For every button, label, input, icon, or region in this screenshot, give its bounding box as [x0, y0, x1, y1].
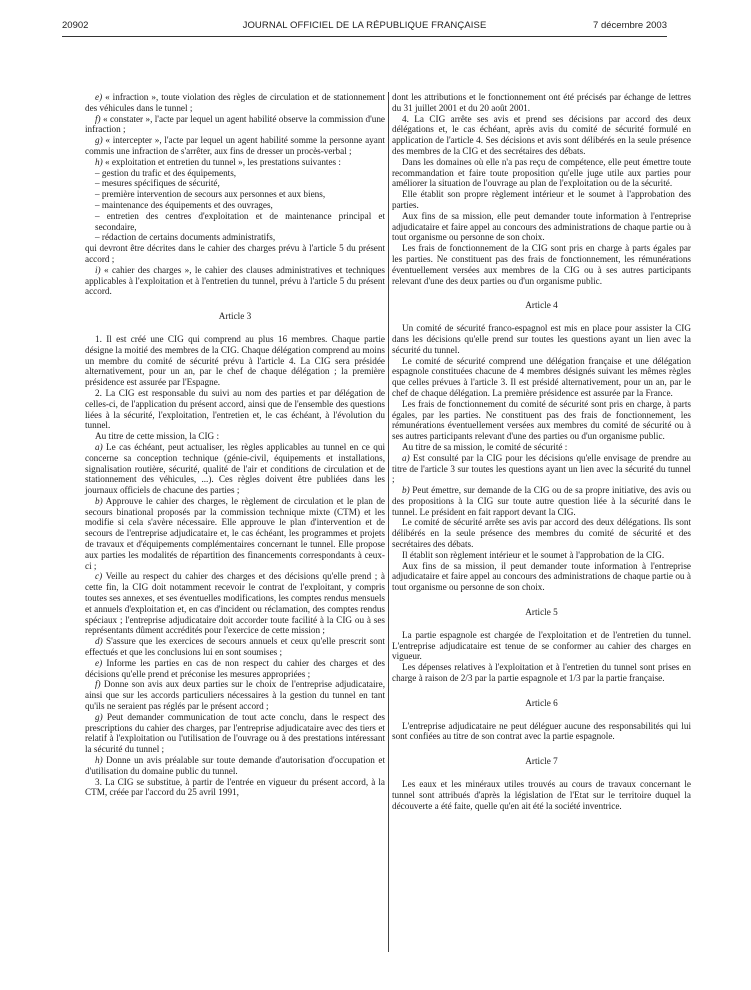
article-4-item-b: b) Peut émettre, sur demande de la CIG ou de sa propre initiative, des avis ou des propositions à la CIG sur toute autre question liée à la sécurité dans le tunnel. Le président en fait rapport devant la CIG. — [392, 485, 691, 517]
article-4-para-7: Aux fins de sa mission, il peut demander toute information à l'entreprise adjudicataire et faire appel au concours des administrations de chaque partie ou à tout organisme ou personne de son choix. — [392, 560, 691, 593]
list-item: – rédaction de certains documents administratifs, — [85, 232, 385, 243]
journal-title: JOURNAL OFFICIEL DE LA RÉPUBLIQUE FRANÇAISE — [242, 20, 487, 31]
article-3-para-9: Les frais de fonctionnement de la CIG sont pris en charge à parts égales par les parties. Ne constituent pas des frais de fonctionnement, les rémunérations éventuellement versées aux membres de la CIG ou à ses autres participants relevant d'une des deux parties ou d'un organisme public. — [392, 243, 691, 286]
article-3-item-c: c) Veille au respect du cahier des charges et des décisions qu'elle prend ; à cette fin, la CIG doit notamment recevoir le contrat de l'exploitant, y compris toutes ses annexes, et ses éventuelles modifications, les comptes rendus mensuels et annuels d'exploitation et, en cas d'incident ou réclamation, des comptes rendus spéciaux ; l'entreprise adjudicataire doit accorder toute facilité à la CIG ou à ses représentants dûment accrédités pour l'exercice de cette mission ; — [85, 571, 385, 636]
article-3-para-7: Elle établit son propre règlement intérieur et le soumet à l'approbation des parties. — [392, 189, 691, 210]
list-item: – gestion du trafic et des équipements, — [85, 168, 385, 179]
article-6-para-1: L'entreprise adjudicataire ne peut déléguer aucune des responsabilités qui lui sont confiées au titre de son contrat avec la partie espagnole. — [392, 720, 691, 742]
definition-h: h) « exploitation et entretien du tunnel », les prestations suivantes : — [95, 156, 341, 167]
article-5-para-2: Les dépenses relatives à l'exploitation et à l'entretien du tunnel sont prises en charge à raison de 2/3 par la partie espagnole et 1/3 par la partie française. — [392, 662, 691, 684]
list-item: – première intervention de secours aux personnes et aux biens, — [85, 189, 385, 200]
article-6-title: Article 6 — [525, 697, 558, 708]
article-3-para-3: Au titre de cette mission, la CIG : — [95, 431, 220, 442]
article-3-item-b: b) Approuve le cahier des charges, le règlement de circulation et le plan de secours binational proposés par la commission technique mixte (CTM) et les modifie si cela s'avère nécessaire. Elle approuve le plan d'intervention et de secours de l'entreprise adjudicataire et, le cas échéant, les programmes et projets de travaux et d'équipements complémentaires concernant le tunnel. Elle propose aux parties les modalités de répartition des financements correspondants à ceux-ci ; — [85, 495, 385, 571]
page-number: 20902 — [62, 20, 89, 31]
article-3-para-6: Dans les domaines où elle n'a pas reçu de compétence, elle peut émettre toute recommandation et faire toute proposition qu'elle juge utile aux parties pour améliorer la situation de l'ouvrage au plan de l'exploitation ou de la sécurité. — [392, 156, 691, 189]
article-3-para-1: 1. Il est créé une CIG qui comprend au plus 16 membres. Chaque partie désigne la moitié des membres de la CIG. Chaque délégation comprend au moins un membre du comité de sécurité prévu à l'article 4. La CIG sera présidée alternativement, pour un an, par le chef de chaque délégation ; la première présidence est assurée par l'Espagne. — [85, 333, 385, 388]
definition-e: e) « infraction », toute violation des règles de circulation et de stationnement des véhicules dans le tunnel ; — [85, 92, 385, 113]
article-3-item-a: a) Le cas échéant, peut actualiser, les règles applicables au tunnel en ce qui concerne sa conception technique (génie-civil, équipements et installations, signalisation routière, sécurité, qualité de l'air et conditions de circulation et de stationnement des véhicules, ...). Ces règles doivent être publiées dans les journaux officiels de chacune des parties ; — [85, 441, 385, 496]
article-4-para-4: Au titre de sa mission, le comité de sécurité : — [402, 441, 568, 452]
column-divider — [388, 92, 389, 952]
page-header — [62, 20, 667, 36]
article-4-para-1: Un comité de sécurité franco-espagnol est mis en place pour assister la CIG dans les décisions qu'elle prend sur toutes les questions ayant un lien avec la sécurité du tunnel. — [392, 323, 691, 355]
article-3-title: Article 3 — [218, 311, 252, 322]
article-5-title: Article 5 — [525, 607, 558, 618]
article-4-title: Article 4 — [525, 300, 558, 311]
article-3-para-5: 4. La CIG arrête ses avis et prend ses décisions par accord des deux délégations et, le cas échéant, après avis du comité de sécurité formulé en application de l'article 4. Ses décisions et avis sont délibérés en la seule présence des membres de la CIG et des secrétaires des débats. — [392, 113, 691, 156]
article-3-item-e: e) Informe les parties en cas de non respect du cahier des charges et des décisions qu'elle prend et préconise les mesures appropriées ; — [85, 657, 385, 679]
list-item: – maintenance des équipements et des ouvrages, — [85, 200, 385, 211]
list-item: – entretien des centres d'exploitation et de maintenance principal et secondaire, — [85, 211, 385, 233]
article-4-para-2: Le comité de sécurité comprend une délégation française et une délégation espagnole constituées chacune de 4 membres désignés suivant les mêmes règles que celles prévues à l'article 3. Il est présidé alternativement, pour un an, par le chef de chaque délégation. La première présidence est assurée par la France. — [392, 355, 691, 398]
article-5-para-1: La partie espagnole est chargée de l'exploitation et de l'entretien du tunnel. L'entreprise adjudicataire est tenue de se conformer au cahier des charges en vigueur. — [392, 629, 691, 662]
definition-h-end: qui devront être décrites dans le cahier des charges prévu à l'article 5 du présent accord ; — [85, 243, 385, 264]
article-7-para-1: Les eaux et les minéraux utiles trouvés au cours de travaux concernant le tunnel sont attribués d'après la législation de l'Etat sur le territoire duquel la découverte a été faite, quelle qu'en ait été la société inventrice. — [392, 779, 691, 811]
definition-g: g) « intercepter », l'acte par lequel un agent habilité somme la personne ayant commis une infraction de s'arrêter, aux fins de dresser un procès-verbal ; — [85, 135, 385, 156]
article-4-para-5: Le comité de sécurité arrête ses avis par accord des deux délégations. Ils sont délibérés en la seule présence des membres du comité de sécurité et des secrétaires des débats. — [392, 517, 691, 550]
article-3-item-h: h) Donne un avis préalable sur toute demande d'autorisation d'occupation et d'utilisation du domaine public du tunnel. — [85, 755, 385, 776]
article-3-para-2: 2. La CIG est responsable du suivi au nom des parties et par délégation de celles-ci, de l'application du présent accord, ainsi que de l'ensemble des questions liées à la sécurité, l'exploitation, l'entretien et, le cas échéant, à l'évolution du tunnel. — [85, 387, 385, 431]
article-4-item-a: a) Est consulté par la CIG pour les décisions qu'elle envisage de prendre au titre de l'article 3 sur toutes les questions ayant un lien avec la sécurité du tunnel ; — [392, 452, 691, 485]
article-3-item-f: f) Donne son avis aux deux parties sur le choix de l'entreprise adjudicataire, ainsi que sur les accords particuliers nécessaires à la gestion du tunnel en tant qu'ils ne seraient pas réglés par le présent accord ; — [85, 679, 385, 712]
list-item: – mesures spécifiques de sécurité, — [85, 178, 385, 189]
left-column — [85, 92, 385, 798]
article-4-para-6: Il établit son règlement intérieur et le soumet à l'approbation de la CIG. — [402, 549, 665, 560]
article-3-para-4: 3. La CIG se substitue, à partir de l'entrée en vigueur du présent accord, à la CTM, créée par l'accord du 25 avril 1991, — [85, 776, 385, 798]
article-3-item-g: g) Peut demander communication de tout acte conclu, dans le respect des prescriptions du cahier des charges, par l'entreprise adjudicataire avec des tiers et relatif à l'exploitation ou l'utilisation de l'ouvrage ou à des prestations intéressant la sécurité du tunnel ; — [85, 711, 385, 755]
services-list — [85, 168, 385, 244]
article-3-continuation: dont les attributions et le fonctionnement ont été précisés par échange de lettres du 31 juillet 2001 et du 20 août 2001. — [392, 92, 691, 113]
article-4-para-3: Les frais de fonctionnement du comité de sécurité sont pris en charge, à parts égales, par les parties. Ne constituent pas des frais de fonctionnement, les rémunérations éventuellement versées aux membres du comité de sécurité ou à ses autres participants relevant d'une des parties ou d'un organisme public. — [392, 398, 691, 442]
article-7-title: Article 7 — [525, 756, 558, 767]
header-rule — [62, 36, 667, 37]
article-3-para-8: Aux fins de sa mission, elle peut demander toute information à l'entreprise adjudicataire et faire appel au concours des administrations de chaque partie ou à tout organisme ou personne de son choix. — [392, 210, 691, 243]
article-3-item-d: d) S'assure que les exercices de secours annuels et ceux qu'elle prescrit sont effectués et que les conclusions lui en sont soumises ; — [85, 636, 385, 658]
definition-f: f) « constater », l'acte par lequel un agent habilité observe la commission d'une infraction ; — [85, 113, 385, 135]
publication-date: 7 décembre 2003 — [593, 20, 667, 31]
right-column — [392, 92, 691, 811]
definition-i: i) « cahier des charges », le cahier des clauses administratives et techniques applicables à l'exploitation et à l'entretien du tunnel, prévu à l'article 5 du présent accord. — [85, 264, 385, 297]
